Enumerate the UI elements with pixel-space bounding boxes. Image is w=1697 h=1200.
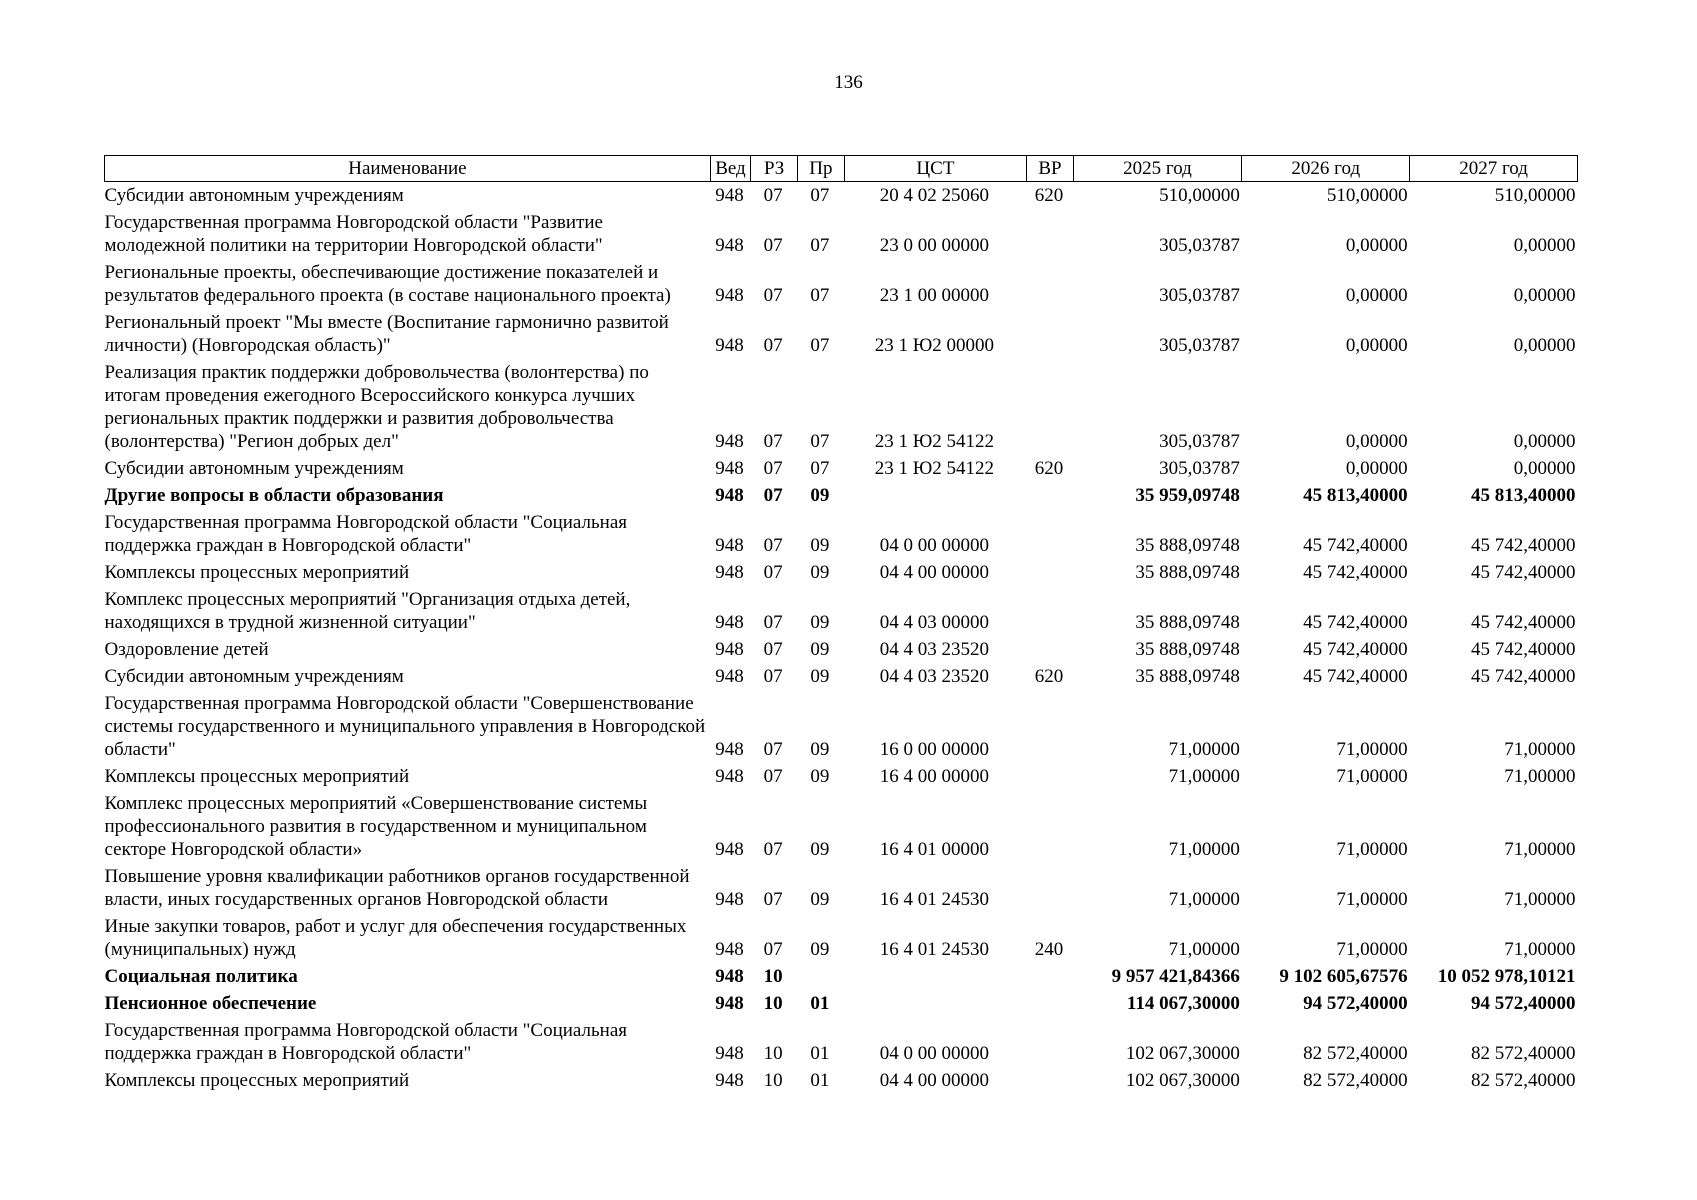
cell-2025: 35 888,09748 — [1135, 562, 1240, 583]
table-row — [105, 482, 1578, 509]
cell-name: Региональный проект "Мы вместе (Воспитание гармонично развитой личности) (Новгородская область)" — [104, 312, 669, 356]
cell-pr: 01 — [810, 1043, 830, 1064]
cell-rz: 07 — [763, 562, 783, 583]
cell-2025: 114 067,30000 — [1126, 993, 1240, 1014]
cell-2027: 45 813,40000 — [1471, 485, 1576, 506]
table-row — [105, 790, 1578, 863]
column-header-rz: РЗ — [751, 156, 798, 182]
cell-rz: 07 — [763, 235, 783, 256]
column-header-name: Наименование — [105, 156, 711, 182]
cell-cst: 04 4 03 00000 — [879, 612, 990, 633]
cell-rz: 07 — [763, 739, 783, 760]
cell-cst: 23 1 Ю2 00000 — [874, 335, 995, 356]
cell-cst: 04 4 03 23520 — [879, 666, 990, 687]
cell-rz: 07 — [763, 285, 783, 306]
cell-name: Комплекс процессных мероприятий "Организация отдыха детей, находящихся в трудной жизненной ситуации" — [104, 589, 631, 633]
cell-2026: 71,00000 — [1336, 889, 1408, 910]
column-header-ved: Вед — [710, 156, 750, 182]
cell-ved: 948 — [715, 185, 744, 206]
table-row — [105, 990, 1578, 1017]
cell-pr: 09 — [810, 766, 830, 787]
cell-ved: 948 — [715, 1070, 744, 1091]
cell-cst: 16 4 00 00000 — [879, 766, 990, 787]
cell-vr: 620 — [1034, 666, 1064, 687]
cell-vr — [1027, 790, 1073, 863]
cell-2025: 71,00000 — [1168, 939, 1240, 960]
table-row — [105, 763, 1578, 790]
cell-pr: 09 — [810, 889, 830, 910]
cell-name: Субсидии автономным учреждениям — [104, 185, 404, 206]
table-body — [105, 182, 1578, 1095]
cell-name: Субсидии автономным учреждениям — [104, 458, 404, 479]
cell-rz: 07 — [763, 431, 783, 452]
cell-pr: 07 — [810, 185, 830, 206]
cell-vr: 620 — [1034, 458, 1064, 479]
table-row — [105, 559, 1578, 586]
cell-cst: 04 0 00 00000 — [879, 1043, 990, 1064]
cell-pr: 09 — [810, 562, 830, 583]
cell-ved: 948 — [715, 612, 744, 633]
cell-rz: 07 — [763, 535, 783, 556]
cell-2027: 94 572,40000 — [1471, 993, 1576, 1014]
cell-vr — [1027, 763, 1073, 790]
table-row — [105, 586, 1578, 636]
cell-2027: 0,00000 — [1513, 458, 1576, 479]
cell-pr: 09 — [810, 939, 830, 960]
cell-vr — [1027, 990, 1073, 1017]
cell-vr — [1027, 863, 1073, 913]
cell-2027: 0,00000 — [1513, 335, 1576, 356]
cell-vr — [1027, 690, 1073, 763]
table-row — [105, 913, 1578, 963]
cell-name: Субсидии автономным учреждениям — [104, 666, 404, 687]
table-row — [105, 509, 1578, 559]
cell-ved: 948 — [715, 993, 744, 1014]
cell-cst: 23 1 00 00000 — [879, 285, 990, 306]
table-row — [105, 663, 1578, 690]
cell-2025: 71,00000 — [1168, 766, 1240, 787]
cell-ved: 948 — [715, 639, 744, 660]
cell-vr — [1027, 963, 1073, 990]
cell-2026: 71,00000 — [1336, 839, 1408, 860]
cell-name: Комплексы процессных мероприятий — [104, 562, 410, 583]
cell-name: Оздоровление детей — [104, 639, 269, 660]
cell-rz: 07 — [763, 666, 783, 687]
cell-pr: 09 — [810, 839, 830, 860]
cell-2025: 102 067,30000 — [1125, 1043, 1240, 1064]
cell-2027: 82 572,40000 — [1471, 1070, 1576, 1091]
cell-cst: 04 0 00 00000 — [879, 535, 990, 556]
cell-2026: 0,00000 — [1345, 235, 1408, 256]
cell-pr: 09 — [810, 666, 830, 687]
cell-ved: 948 — [715, 458, 744, 479]
cell-ved: 948 — [715, 285, 744, 306]
cell-cst: 04 4 00 00000 — [879, 562, 990, 583]
table-row — [105, 690, 1578, 763]
cell-ved: 948 — [715, 739, 744, 760]
cell-2026: 94 572,40000 — [1303, 993, 1408, 1014]
cell-ved: 948 — [715, 889, 744, 910]
cell-cst: 16 4 01 24530 — [879, 889, 990, 910]
cell-cst: 16 4 01 00000 — [879, 839, 990, 860]
cell-2026: 45 742,40000 — [1303, 535, 1408, 556]
cell-vr: 620 — [1034, 185, 1064, 206]
cell-2025: 510,00000 — [1159, 185, 1240, 206]
cell-cst: 04 4 00 00000 — [879, 1070, 990, 1091]
table-row — [105, 309, 1578, 359]
cell-2027: 0,00000 — [1513, 431, 1576, 452]
cell-pr: 07 — [810, 285, 830, 306]
cell-2025: 35 888,09748 — [1135, 639, 1240, 660]
cell-2027: 71,00000 — [1504, 939, 1576, 960]
cell-name: Другие вопросы в области образования — [104, 485, 444, 506]
cell-ved: 948 — [715, 431, 744, 452]
cell-2025: 305,03787 — [1159, 285, 1240, 306]
cell-2025: 305,03787 — [1159, 335, 1240, 356]
cell-2025: 305,03787 — [1159, 235, 1240, 256]
cell-ved: 948 — [715, 562, 744, 583]
cell-pr: 01 — [810, 1070, 830, 1091]
cell-cst: 20 4 02 25060 — [879, 185, 990, 206]
cell-ved: 948 — [715, 1043, 744, 1064]
column-header-2025: 2025 год — [1073, 156, 1242, 182]
cell-2025: 71,00000 — [1168, 739, 1240, 760]
cell-name: Социальная политика — [104, 966, 298, 987]
cell-name: Комплекс процессных мероприятий «Совершенствование системы профессионального развития в государственном и муниципальном секторе Новгородской области» — [104, 793, 648, 860]
cell-pr: 07 — [810, 458, 830, 479]
cell-name: Государственная программа Новгородской области "Социальная поддержка граждан в Новгородской области" — [104, 512, 628, 556]
cell-ved: 948 — [715, 535, 744, 556]
cell-2027: 45 742,40000 — [1471, 612, 1576, 633]
cell-2026: 45 813,40000 — [1303, 485, 1408, 506]
cell-2025: 35 888,09748 — [1135, 535, 1240, 556]
cell-rz: 10 — [763, 1070, 783, 1091]
cell-rz: 07 — [763, 458, 783, 479]
cell-2027: 45 742,40000 — [1471, 535, 1576, 556]
cell-2025: 35 959,09748 — [1135, 485, 1240, 506]
cell-2026: 71,00000 — [1336, 766, 1408, 787]
table-row — [105, 636, 1578, 663]
cell-2027: 0,00000 — [1513, 235, 1576, 256]
table-row — [105, 963, 1578, 990]
column-header-2026: 2026 год — [1242, 156, 1410, 182]
cell-name: Иные закупки товаров, работ и услуг для обеспечения государственных (муниципальных) нужд — [104, 916, 687, 960]
cell-rz: 10 — [763, 966, 783, 987]
cell-2027: 45 742,40000 — [1471, 562, 1576, 583]
cell-ved: 948 — [715, 335, 744, 356]
cell-2026: 0,00000 — [1345, 458, 1408, 479]
cell-vr — [1027, 1017, 1073, 1067]
cell-2025: 102 067,30000 — [1125, 1070, 1240, 1091]
cell-ved: 948 — [715, 766, 744, 787]
cell-2027: 71,00000 — [1504, 839, 1576, 860]
cell-rz: 07 — [763, 839, 783, 860]
table-row — [105, 209, 1578, 259]
cell-rz: 07 — [763, 889, 783, 910]
cell-name: Государственная программа Новгородской области "Социальная поддержка граждан в Новгородской области" — [104, 1020, 628, 1064]
table-row — [105, 455, 1578, 482]
cell-vr — [1027, 209, 1073, 259]
cell-rz: 10 — [763, 993, 783, 1014]
cell-cst — [844, 482, 1027, 509]
cell-name: Государственная программа Новгородской области "Совершенствование системы государственного и муниципального управления в Новгородской области" — [104, 693, 706, 760]
cell-ved: 948 — [715, 939, 744, 960]
cell-rz: 07 — [763, 939, 783, 960]
cell-rz: 07 — [763, 612, 783, 633]
cell-vr — [1027, 636, 1073, 663]
column-header-vr: ВР — [1027, 156, 1073, 182]
cell-vr — [1027, 586, 1073, 636]
cell-2027: 10 052 978,10121 — [1437, 966, 1576, 987]
table-row — [105, 1067, 1578, 1094]
cell-2026: 71,00000 — [1336, 739, 1408, 760]
cell-rz: 07 — [763, 185, 783, 206]
budget-table — [104, 155, 1578, 1094]
cell-pr: 09 — [810, 485, 830, 506]
cell-2026: 9 102 605,67576 — [1279, 966, 1408, 987]
cell-cst: 16 0 00 00000 — [879, 739, 990, 760]
cell-pr: 07 — [810, 235, 830, 256]
cell-pr: 09 — [810, 639, 830, 660]
cell-ved: 948 — [715, 235, 744, 256]
cell-2025: 305,03787 — [1159, 458, 1240, 479]
cell-name: Комплексы процессных мероприятий — [104, 766, 410, 787]
cell-2026: 45 742,40000 — [1303, 612, 1408, 633]
cell-2025: 305,03787 — [1159, 431, 1240, 452]
cell-2026: 0,00000 — [1345, 335, 1408, 356]
cell-name: Повышение уровня квалификации работников органов государственной власти, иных государственных органов Новгородской области — [104, 866, 690, 910]
cell-vr — [1027, 1067, 1073, 1094]
cell-2026: 82 572,40000 — [1303, 1043, 1408, 1064]
cell-2027: 45 742,40000 — [1471, 666, 1576, 687]
cell-rz: 10 — [763, 1043, 783, 1064]
table-row — [105, 863, 1578, 913]
cell-cst — [844, 990, 1027, 1017]
cell-pr: 07 — [810, 335, 830, 356]
cell-name: Комплексы процессных мероприятий — [104, 1070, 410, 1091]
cell-pr: 01 — [810, 993, 830, 1014]
cell-pr — [798, 963, 844, 990]
cell-2027: 71,00000 — [1504, 766, 1576, 787]
cell-2027: 510,00000 — [1494, 185, 1576, 206]
cell-name: Реализация практик поддержки добровольчества (волонтерства) по итогам проведения ежегодного Всероссийского конкурса лучших региональных практик поддержки и развития добровольчества (волонтерства) "Регион добрых дел" — [104, 362, 649, 452]
cell-ved: 948 — [715, 839, 744, 860]
cell-2026: 0,00000 — [1345, 285, 1408, 306]
cell-2027: 0,00000 — [1513, 285, 1576, 306]
cell-cst: 23 0 00 00000 — [879, 235, 990, 256]
cell-cst — [844, 963, 1027, 990]
cell-2025: 9 957 421,84366 — [1111, 966, 1240, 987]
table-row — [105, 182, 1578, 210]
table-row — [105, 359, 1578, 455]
cell-2027: 71,00000 — [1504, 889, 1576, 910]
cell-2025: 71,00000 — [1168, 889, 1240, 910]
cell-name: Региональные проекты, обеспечивающие достижение показателей и результатов федерального проекта (в составе национального проекта) — [104, 262, 671, 306]
cell-ved: 948 — [715, 485, 744, 506]
cell-pr: 09 — [810, 535, 830, 556]
cell-2025: 71,00000 — [1168, 839, 1240, 860]
cell-vr — [1027, 509, 1073, 559]
cell-vr: 240 — [1034, 939, 1064, 960]
cell-pr: 09 — [810, 739, 830, 760]
cell-2027: 82 572,40000 — [1471, 1043, 1576, 1064]
cell-cst: 16 4 01 24530 — [879, 939, 990, 960]
cell-2026: 82 572,40000 — [1303, 1070, 1408, 1091]
cell-vr — [1027, 309, 1073, 359]
cell-name: Пенсионное обеспечение — [104, 993, 317, 1014]
cell-2026: 45 742,40000 — [1303, 666, 1408, 687]
cell-2026: 510,00000 — [1326, 185, 1408, 206]
cell-2026: 45 742,40000 — [1303, 639, 1408, 660]
cell-2026: 71,00000 — [1336, 939, 1408, 960]
cell-rz: 07 — [763, 639, 783, 660]
cell-vr — [1027, 259, 1073, 309]
cell-2025: 35 888,09748 — [1135, 666, 1240, 687]
table-row — [105, 1017, 1578, 1067]
column-header-cst: ЦСТ — [844, 156, 1027, 182]
cell-2027: 71,00000 — [1504, 739, 1576, 760]
cell-ved: 948 — [715, 966, 744, 987]
cell-pr: 07 — [810, 431, 830, 452]
cell-cst: 04 4 03 23520 — [879, 639, 990, 660]
cell-ved: 948 — [715, 666, 744, 687]
cell-rz: 07 — [763, 485, 783, 506]
cell-name: Государственная программа Новгородской области "Развитие молодежной политики на территории Новгородской области" — [104, 212, 603, 256]
cell-2025: 35 888,09748 — [1135, 612, 1240, 633]
cell-cst: 23 1 Ю2 54122 — [874, 458, 995, 479]
cell-2027: 45 742,40000 — [1471, 639, 1576, 660]
page-number: 136 — [834, 72, 863, 93]
cell-rz: 07 — [763, 766, 783, 787]
cell-vr — [1027, 359, 1073, 455]
cell-vr — [1027, 482, 1073, 509]
cell-cst: 23 1 Ю2 54122 — [874, 431, 995, 452]
cell-2026: 45 742,40000 — [1303, 562, 1408, 583]
table-header-row — [105, 156, 1578, 182]
column-header-pr: Пр — [798, 156, 844, 182]
cell-2026: 0,00000 — [1345, 431, 1408, 452]
cell-vr — [1027, 559, 1073, 586]
cell-rz: 07 — [763, 335, 783, 356]
cell-pr: 09 — [810, 612, 830, 633]
column-header-2027: 2027 год — [1410, 156, 1578, 182]
table-row — [105, 259, 1578, 309]
